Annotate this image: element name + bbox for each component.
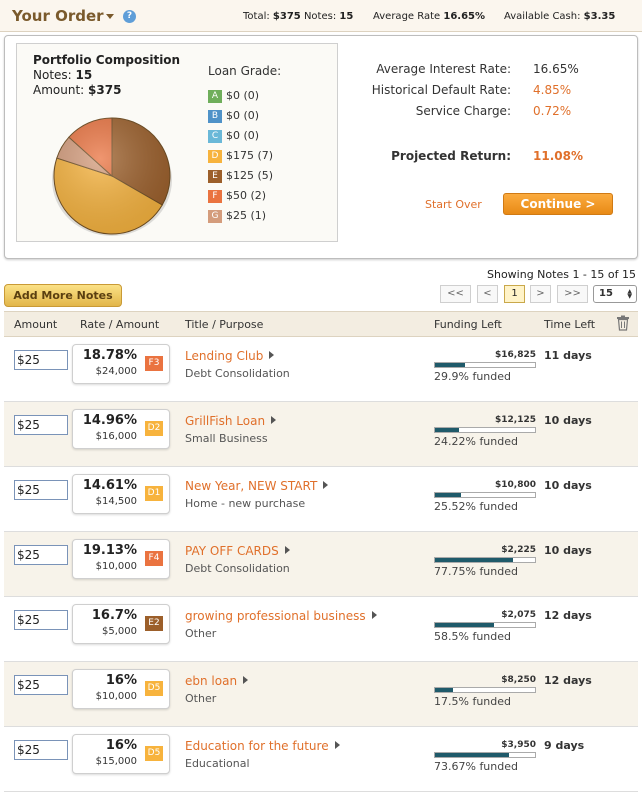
grade-amount: $0 (0) bbox=[226, 109, 260, 122]
table-row bbox=[4, 402, 638, 467]
loan-purpose: Other bbox=[185, 692, 217, 705]
grade-swatch: A bbox=[208, 90, 222, 103]
loan-title[interactable]: Lending Club bbox=[185, 349, 264, 363]
avg-rate-label: Average Rate bbox=[373, 11, 441, 22]
funding-left-amount: $8,250 bbox=[501, 675, 536, 685]
funded-percent: 24.22% funded bbox=[434, 435, 518, 448]
amount-input[interactable]: $25 bbox=[14, 545, 68, 565]
next-page-button[interactable]: > bbox=[530, 285, 551, 303]
funded-percent: 77.75% funded bbox=[434, 565, 518, 578]
triangle-right-icon bbox=[271, 416, 276, 424]
grade-swatch: E bbox=[208, 170, 222, 183]
grade-badge: D5 bbox=[145, 746, 163, 761]
funding-progress-fill bbox=[435, 688, 453, 692]
loan-title-link[interactable] bbox=[185, 674, 248, 688]
legend-grade-b bbox=[208, 109, 259, 125]
projected-return-label: Projected Return: bbox=[391, 149, 511, 163]
loan-amount: $24,000 bbox=[95, 366, 137, 377]
help-icon[interactable]: ? bbox=[123, 10, 136, 23]
grade-amount: $25 (1) bbox=[226, 209, 267, 222]
funding-progress-bar bbox=[434, 687, 536, 693]
cash-label: Available Cash: bbox=[504, 11, 581, 22]
grade-amount: $50 (2) bbox=[226, 189, 267, 202]
table-row bbox=[4, 597, 638, 662]
interest-rate: 19.13% bbox=[82, 543, 137, 558]
grade-swatch: B bbox=[208, 110, 222, 123]
time-left: 12 days bbox=[544, 609, 592, 622]
composition-notes-value: 15 bbox=[75, 68, 93, 82]
loan-title-link[interactable] bbox=[185, 739, 340, 753]
funding-progress-fill bbox=[435, 753, 509, 757]
funding-progress-bar bbox=[434, 557, 536, 563]
time-left: 10 days bbox=[544, 414, 592, 427]
loan-purpose: Home - new purchase bbox=[185, 497, 306, 510]
loan-amount: $5,000 bbox=[102, 626, 137, 637]
triangle-right-icon bbox=[323, 481, 328, 489]
order-title[interactable]: Your Order bbox=[12, 7, 104, 25]
table-row bbox=[4, 532, 638, 597]
avg-rate-value: 16.65% bbox=[443, 11, 486, 22]
grade-badge: D2 bbox=[145, 421, 163, 436]
legend-grade-d bbox=[208, 149, 273, 165]
funding-progress-bar bbox=[434, 427, 536, 433]
legend-grade-e bbox=[208, 169, 273, 185]
rate-box bbox=[72, 539, 170, 579]
interest-rate: 16% bbox=[105, 673, 137, 688]
rate-box bbox=[72, 604, 170, 644]
loan-purpose: Small Business bbox=[185, 432, 268, 445]
chevron-down-icon[interactable] bbox=[106, 14, 114, 19]
funding-progress-fill bbox=[435, 493, 461, 497]
avg-rate-summary bbox=[373, 11, 485, 22]
funding-progress-bar bbox=[434, 362, 536, 368]
funding-progress-fill bbox=[435, 428, 459, 432]
funding-progress-bar bbox=[434, 752, 536, 758]
rate-box bbox=[72, 409, 170, 449]
col-funding: Funding Left bbox=[434, 318, 502, 331]
amount-input[interactable]: $25 bbox=[14, 675, 68, 695]
total-value: $375 bbox=[272, 11, 301, 22]
interest-rate: 16% bbox=[105, 738, 137, 753]
funding-left-amount: $2,225 bbox=[501, 545, 536, 555]
triangle-right-icon bbox=[372, 611, 377, 619]
pie-shading bbox=[54, 118, 170, 234]
grade-swatch: D bbox=[208, 150, 222, 163]
funding-progress-bar bbox=[434, 492, 536, 498]
grade-amount: $125 (5) bbox=[226, 169, 274, 182]
loan-amount: $15,000 bbox=[95, 756, 137, 767]
rate-box bbox=[72, 734, 170, 774]
composition-notes-label: Notes: bbox=[33, 68, 72, 82]
grade-badge: F4 bbox=[145, 551, 163, 566]
loan-title-link[interactable] bbox=[185, 349, 274, 363]
grade-badge: F3 bbox=[145, 356, 163, 371]
composition-notes bbox=[33, 68, 92, 82]
total-summary bbox=[243, 11, 353, 22]
funding-progress-fill bbox=[435, 558, 513, 562]
composition-amount-value: $375 bbox=[88, 83, 122, 97]
loan-title-link[interactable] bbox=[185, 609, 377, 623]
portfolio-pie-chart bbox=[50, 114, 174, 238]
loan-title-link[interactable] bbox=[185, 544, 290, 558]
last-page-button[interactable]: >> bbox=[557, 285, 588, 303]
showing-notes-text: Showing Notes 1 - 15 of 15 bbox=[486, 268, 636, 281]
service-charge-value: 0.72% bbox=[533, 104, 572, 118]
legend-grade-a bbox=[208, 89, 259, 105]
triangle-right-icon bbox=[285, 546, 290, 554]
loan-amount: $14,500 bbox=[95, 496, 137, 507]
legend-grade-f bbox=[208, 189, 266, 205]
col-time: Time Left bbox=[544, 318, 596, 331]
notes-value: 15 bbox=[339, 11, 354, 22]
interest-rate: 14.61% bbox=[82, 478, 137, 493]
loan-purpose: Debt Consolidation bbox=[185, 562, 290, 575]
loan-title-link[interactable] bbox=[185, 414, 276, 428]
time-left: 12 days bbox=[544, 674, 592, 687]
per-page-select[interactable] bbox=[593, 285, 637, 303]
loan-grade-title: Loan Grade: bbox=[208, 64, 282, 78]
loan-title[interactable]: growing professional business bbox=[185, 609, 366, 623]
col-rate: Rate / Amount bbox=[80, 318, 160, 331]
funded-percent: 73.67% funded bbox=[434, 760, 518, 773]
funded-percent: 29.9% funded bbox=[434, 370, 511, 383]
default-rate-value: 4.85% bbox=[533, 83, 572, 97]
composition-title: Portfolio Composition bbox=[33, 53, 181, 67]
composition-amount-label: Amount: bbox=[33, 83, 85, 97]
trash-icon[interactable] bbox=[616, 315, 630, 331]
select-arrows-icon: ▲ ▼ bbox=[627, 288, 632, 300]
loan-title[interactable]: Education for the future bbox=[185, 739, 329, 753]
amount-input[interactable]: $25 bbox=[14, 610, 68, 630]
amount-input[interactable]: $25 bbox=[14, 350, 68, 370]
service-charge-label: Service Charge: bbox=[415, 104, 511, 118]
table-row bbox=[4, 337, 638, 402]
time-left: 10 days bbox=[544, 479, 592, 492]
portfolio-composition bbox=[16, 43, 338, 242]
per-page-value: 15 bbox=[599, 288, 613, 299]
grade-badge: D1 bbox=[145, 486, 163, 501]
prev-page-button[interactable]: < bbox=[477, 285, 498, 303]
time-left: 11 days bbox=[544, 349, 592, 362]
funding-left-amount: $2,075 bbox=[501, 610, 536, 620]
grade-amount: $0 (0) bbox=[226, 89, 260, 102]
grade-swatch: C bbox=[208, 130, 222, 143]
grade-badge: D5 bbox=[145, 681, 163, 696]
continue-button[interactable]: Continue > bbox=[503, 193, 613, 215]
rate-box bbox=[72, 344, 170, 384]
loan-title[interactable]: New Year, NEW START bbox=[185, 479, 318, 493]
rate-box bbox=[72, 669, 170, 709]
time-left: 10 days bbox=[544, 544, 592, 557]
funding-left-amount: $10,800 bbox=[495, 480, 536, 490]
table-row bbox=[4, 467, 638, 532]
col-title: Title / Purpose bbox=[185, 318, 264, 331]
loan-amount: $10,000 bbox=[95, 691, 137, 702]
loan-title[interactable]: PAY OFF CARDS bbox=[185, 544, 279, 558]
funding-left-amount: $12,125 bbox=[495, 415, 536, 425]
order-summary-panel bbox=[4, 35, 638, 259]
projected-return-value: 11.08% bbox=[533, 149, 583, 163]
col-amount: Amount bbox=[14, 318, 58, 331]
amount-input[interactable]: $25 bbox=[14, 480, 68, 500]
loan-title[interactable]: GrillFish Loan bbox=[185, 414, 266, 428]
funding-progress-bar bbox=[434, 622, 536, 628]
loan-amount: $16,000 bbox=[95, 431, 137, 442]
funding-progress-fill bbox=[435, 623, 494, 627]
avg-interest-label: Average Interest Rate: bbox=[376, 62, 511, 76]
loan-purpose: Other bbox=[185, 627, 217, 640]
triangle-right-icon bbox=[243, 676, 248, 684]
interest-rate: 14.96% bbox=[82, 413, 137, 428]
funding-left-amount: $3,950 bbox=[501, 740, 536, 750]
loan-amount: $10,000 bbox=[95, 561, 137, 572]
grade-swatch: F bbox=[208, 190, 222, 203]
grade-swatch: G bbox=[208, 210, 222, 223]
triangle-right-icon bbox=[335, 741, 340, 749]
table-row bbox=[4, 727, 638, 792]
cash-value: $3.35 bbox=[583, 11, 616, 22]
loan-title[interactable]: ebn loan bbox=[185, 674, 238, 688]
funded-percent: 17.5% funded bbox=[434, 695, 511, 708]
interest-rate: 16.7% bbox=[91, 608, 137, 623]
legend-grade-c bbox=[208, 129, 259, 145]
funding-left-amount: $16,825 bbox=[495, 350, 536, 360]
table-row bbox=[4, 662, 638, 727]
first-page-button[interactable]: << bbox=[440, 285, 471, 303]
legend-grade-g bbox=[208, 209, 266, 225]
cash-summary bbox=[504, 11, 615, 22]
amount-input[interactable]: $25 bbox=[14, 740, 68, 760]
order-header bbox=[0, 0, 642, 32]
total-label: Total: bbox=[243, 11, 270, 22]
time-left: 9 days bbox=[544, 739, 585, 752]
funded-percent: 58.5% funded bbox=[434, 630, 511, 643]
loan-title-link[interactable] bbox=[185, 479, 328, 493]
avg-interest-value: 16.65% bbox=[533, 62, 579, 76]
amount-input[interactable]: $25 bbox=[14, 415, 68, 435]
default-rate-label: Historical Default Rate: bbox=[371, 83, 511, 97]
notes-table-header bbox=[4, 311, 638, 337]
start-over-link[interactable]: Start Over bbox=[425, 198, 482, 211]
grade-amount: $0 (0) bbox=[226, 129, 260, 142]
add-more-notes-button[interactable]: Add More Notes bbox=[4, 284, 122, 307]
loan-purpose: Debt Consolidation bbox=[185, 367, 290, 380]
current-page-button[interactable]: 1 bbox=[504, 285, 525, 303]
funded-percent: 25.52% funded bbox=[434, 500, 518, 513]
rate-box bbox=[72, 474, 170, 514]
interest-rate: 18.78% bbox=[82, 348, 137, 363]
grade-amount: $175 (7) bbox=[226, 149, 274, 162]
loan-purpose: Educational bbox=[185, 757, 250, 770]
composition-amount bbox=[33, 83, 121, 97]
funding-progress-fill bbox=[435, 363, 465, 367]
notes-label: Notes: bbox=[303, 11, 337, 22]
triangle-right-icon bbox=[269, 351, 274, 359]
grade-badge: E2 bbox=[145, 616, 163, 631]
